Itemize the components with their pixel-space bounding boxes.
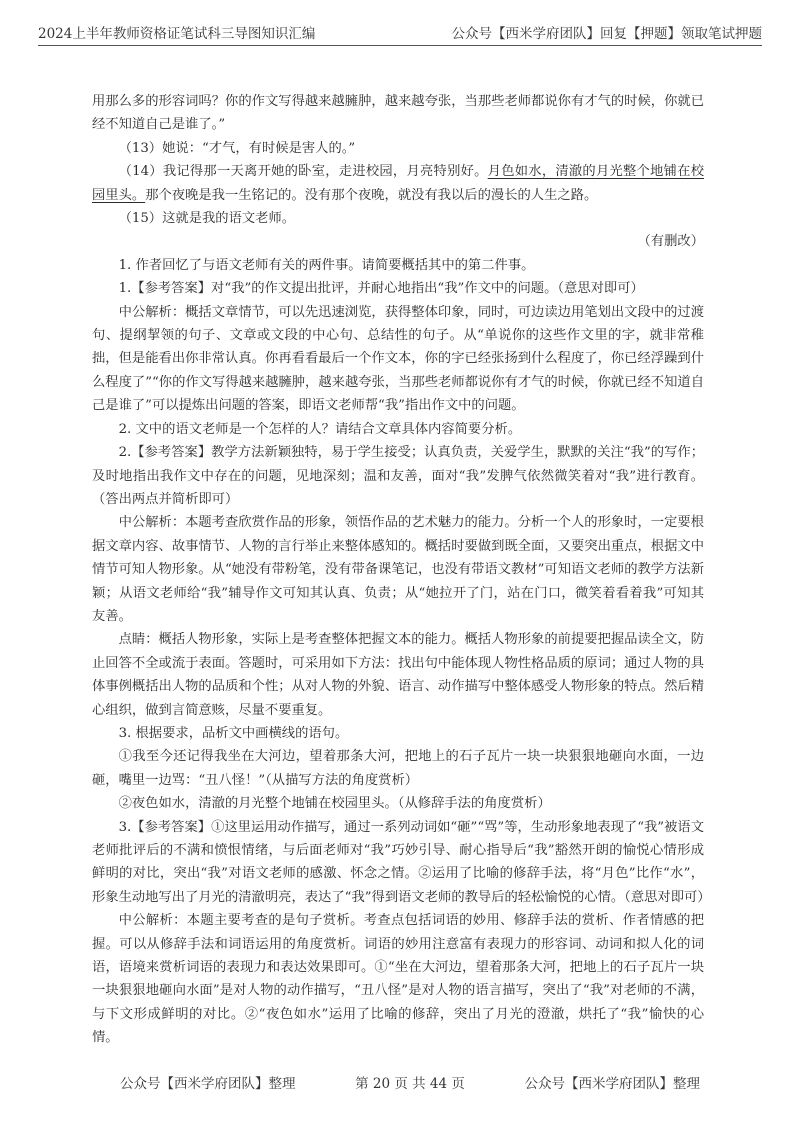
paragraph-14-end: 那个夜晚是我一生铭记的。没有那个夜晚，就没有我以后的漫长的人生之路。: [145, 187, 598, 203]
question-2: 2. 文中的语文老师是一个怎样的人？请结合文章具体内容简要分析。: [118, 421, 522, 437]
answer-1: 1.【参考答案】对“我”的作文提出批评，并耐心地指出“我”作文中的问题。（意思对即可）: [118, 281, 644, 297]
question-3-item-2: ②夜色如水，清澈的月光整个地铺在校园里头。（从修辞手法的角度赏析）: [118, 796, 551, 812]
answer-2: 2.【参考答案】教学方法新颖独特，易于学生接受；认真负责，关爱学生，默默的关注“我”的写作；及时地指出我作文中存在的问题，见地深刻；温和友善，面对“我”发脾气依然微笑着对“我”进行教育。（答出两点并简析即可）: [92, 445, 704, 507]
page-header: [38, 20, 762, 46]
question-3-item-1: ①我至今还记得我坐在大河边，望着那条大河，把地上的石子瓦片一块一块狠狠地砸向水面，一边砸，嘴里一边骂：“丑八怪！”（从描写方法的角度赏析）: [92, 749, 704, 788]
analysis-2: 中公解析：本题考查欣赏作品的形象，领悟作品的艺术魅力的能力。分析一个人的形象时，一定要根据文章内容、故事情节、人物的言行举止来整体感知的。概括时要做到既全面，又要突出重点，根据文中情节可知人物形象。从“她没有带粉笔，没有带备课笔记，也没有带语文教材”可知语文老师的教学方法新颖；从语文老师给“我”辅导作文可知其认真、负责；从“她拉开了门，站在门口，微笑着看着我”可知其友善。: [92, 515, 704, 624]
paragraph-13: （13）她说：“才气，有时候是害人的。”: [118, 140, 356, 156]
footer-left: 公众号【西米学府团队】整理: [120, 1076, 296, 1092]
question-1: 1. 作者回忆了与语文老师有关的两件事。请简要概括其中的第二件事。: [118, 257, 535, 273]
paragraph-14-start: （14）我记得那一天离开她的卧室，走进校园，月亮特别好。: [118, 164, 488, 180]
tip-2: 点睛：概括人物形象，实际上是考查整体把握文本的能力。概括人物形象的前提要把握品读全文，防止回答不全或流于表面。答题时，可采用如下方法：找出句中能体现人物性格品质的原词；通过人物的具体事例概括出人物的品质和个性；从对人物的外貌、语言、动作描写中整体感受人物形象的特点。然后精心组织，做到言简意赅，尽量不要重复。: [92, 632, 704, 718]
paragraph-14: [92, 160, 704, 207]
answer-3: 3.【参考答案】①这里运用动作描写，通过一系列动词如“砸”“骂”等，生动形象地表现了“我”被语文老师批评后的不满和愤恨情绪，与后面老师对“我”巧妙引导、耐心指导后“我”豁然开朗的愉悦心情形成鲜明的对比，突出“我”对语文老师的感激、怀念之情。②运用了比喻的修辞手法，将“月色”比作“水”，形象生动地写出了月光的清澈明亮，表达了“我”得到语文老师的教导后的轻松愉悦的心情。（意思对即可）: [92, 819, 711, 905]
question-3: 3. 根据要求，品析文中画横线的语句。: [118, 725, 349, 741]
analysis-3: 中公解析：本题主要考查的是句子赏析。考查点包括词语的妙用、修辞手法的赏析、作者情感的把握。可以从修辞手法和词语运用的角度赏析。词语的妙用注意富有表现力的形容词、动词和拟人化的词语，语境来赏析词语的表现力和表达效果即可。①“坐在大河边，望着那条大河，把地上的石子瓦片一块一块狠狠地砸向水面”是对人物的动作描写，“丑八怪”是对人物的语言描写，突出了“我”对老师的不满，与下文形成鲜明的对比。②“夜色如水”运用了比喻的修辞，突出了月光的澄澈，烘托了“我”愉快的心情。: [92, 913, 704, 1046]
paragraph-15: （15）这就是我的语文老师。: [118, 211, 296, 227]
page-footer: [120, 1072, 700, 1092]
underlined-sentence: 月色如水，清澈的月光整个地铺在校园里头。: [92, 164, 704, 203]
page-number: 第 20 页 共 44 页: [355, 1076, 465, 1092]
header-right-notice: 公众号【西米学府团队】回复【押题】领取笔试押题: [451, 26, 762, 42]
edit-note: （有删改）: [637, 234, 704, 250]
analysis-1: 中公解析：概括文章情节，可以先迅速浏览，获得整体印象，同时，可边读边用笔划出文段中的过渡句、提纲挈领的句子、文章或文段的中心句、总结性的句子。从“单说你的这些作文里的字，就非常稚拙，但是能看出你非常认真。你再看看最后一个作文本，你的字已经张扬到什么程度了，你已经浮躁到什么程度了”“你的作文写得越来越臃肿，越来越夸张，当那些老师都说你有才气的时候，你就已经不知道自己是谁了”可以提炼出问题的答案，即语文老师帮“我”指出作文中的问题。: [92, 304, 704, 414]
document-body: [92, 90, 711, 1050]
footer-right: 公众号【西米学府团队】整理: [524, 1076, 700, 1092]
header-left-title: 2024上半年教师资格证笔试科三导图知识汇编: [38, 26, 316, 42]
paragraph-continued: 用那么多的形容词吗？你的作文写得越来越臃肿，越来越夸张，当那些老师都说你有才气的时候，你就已经不知道自己是谁了。”: [92, 94, 704, 133]
